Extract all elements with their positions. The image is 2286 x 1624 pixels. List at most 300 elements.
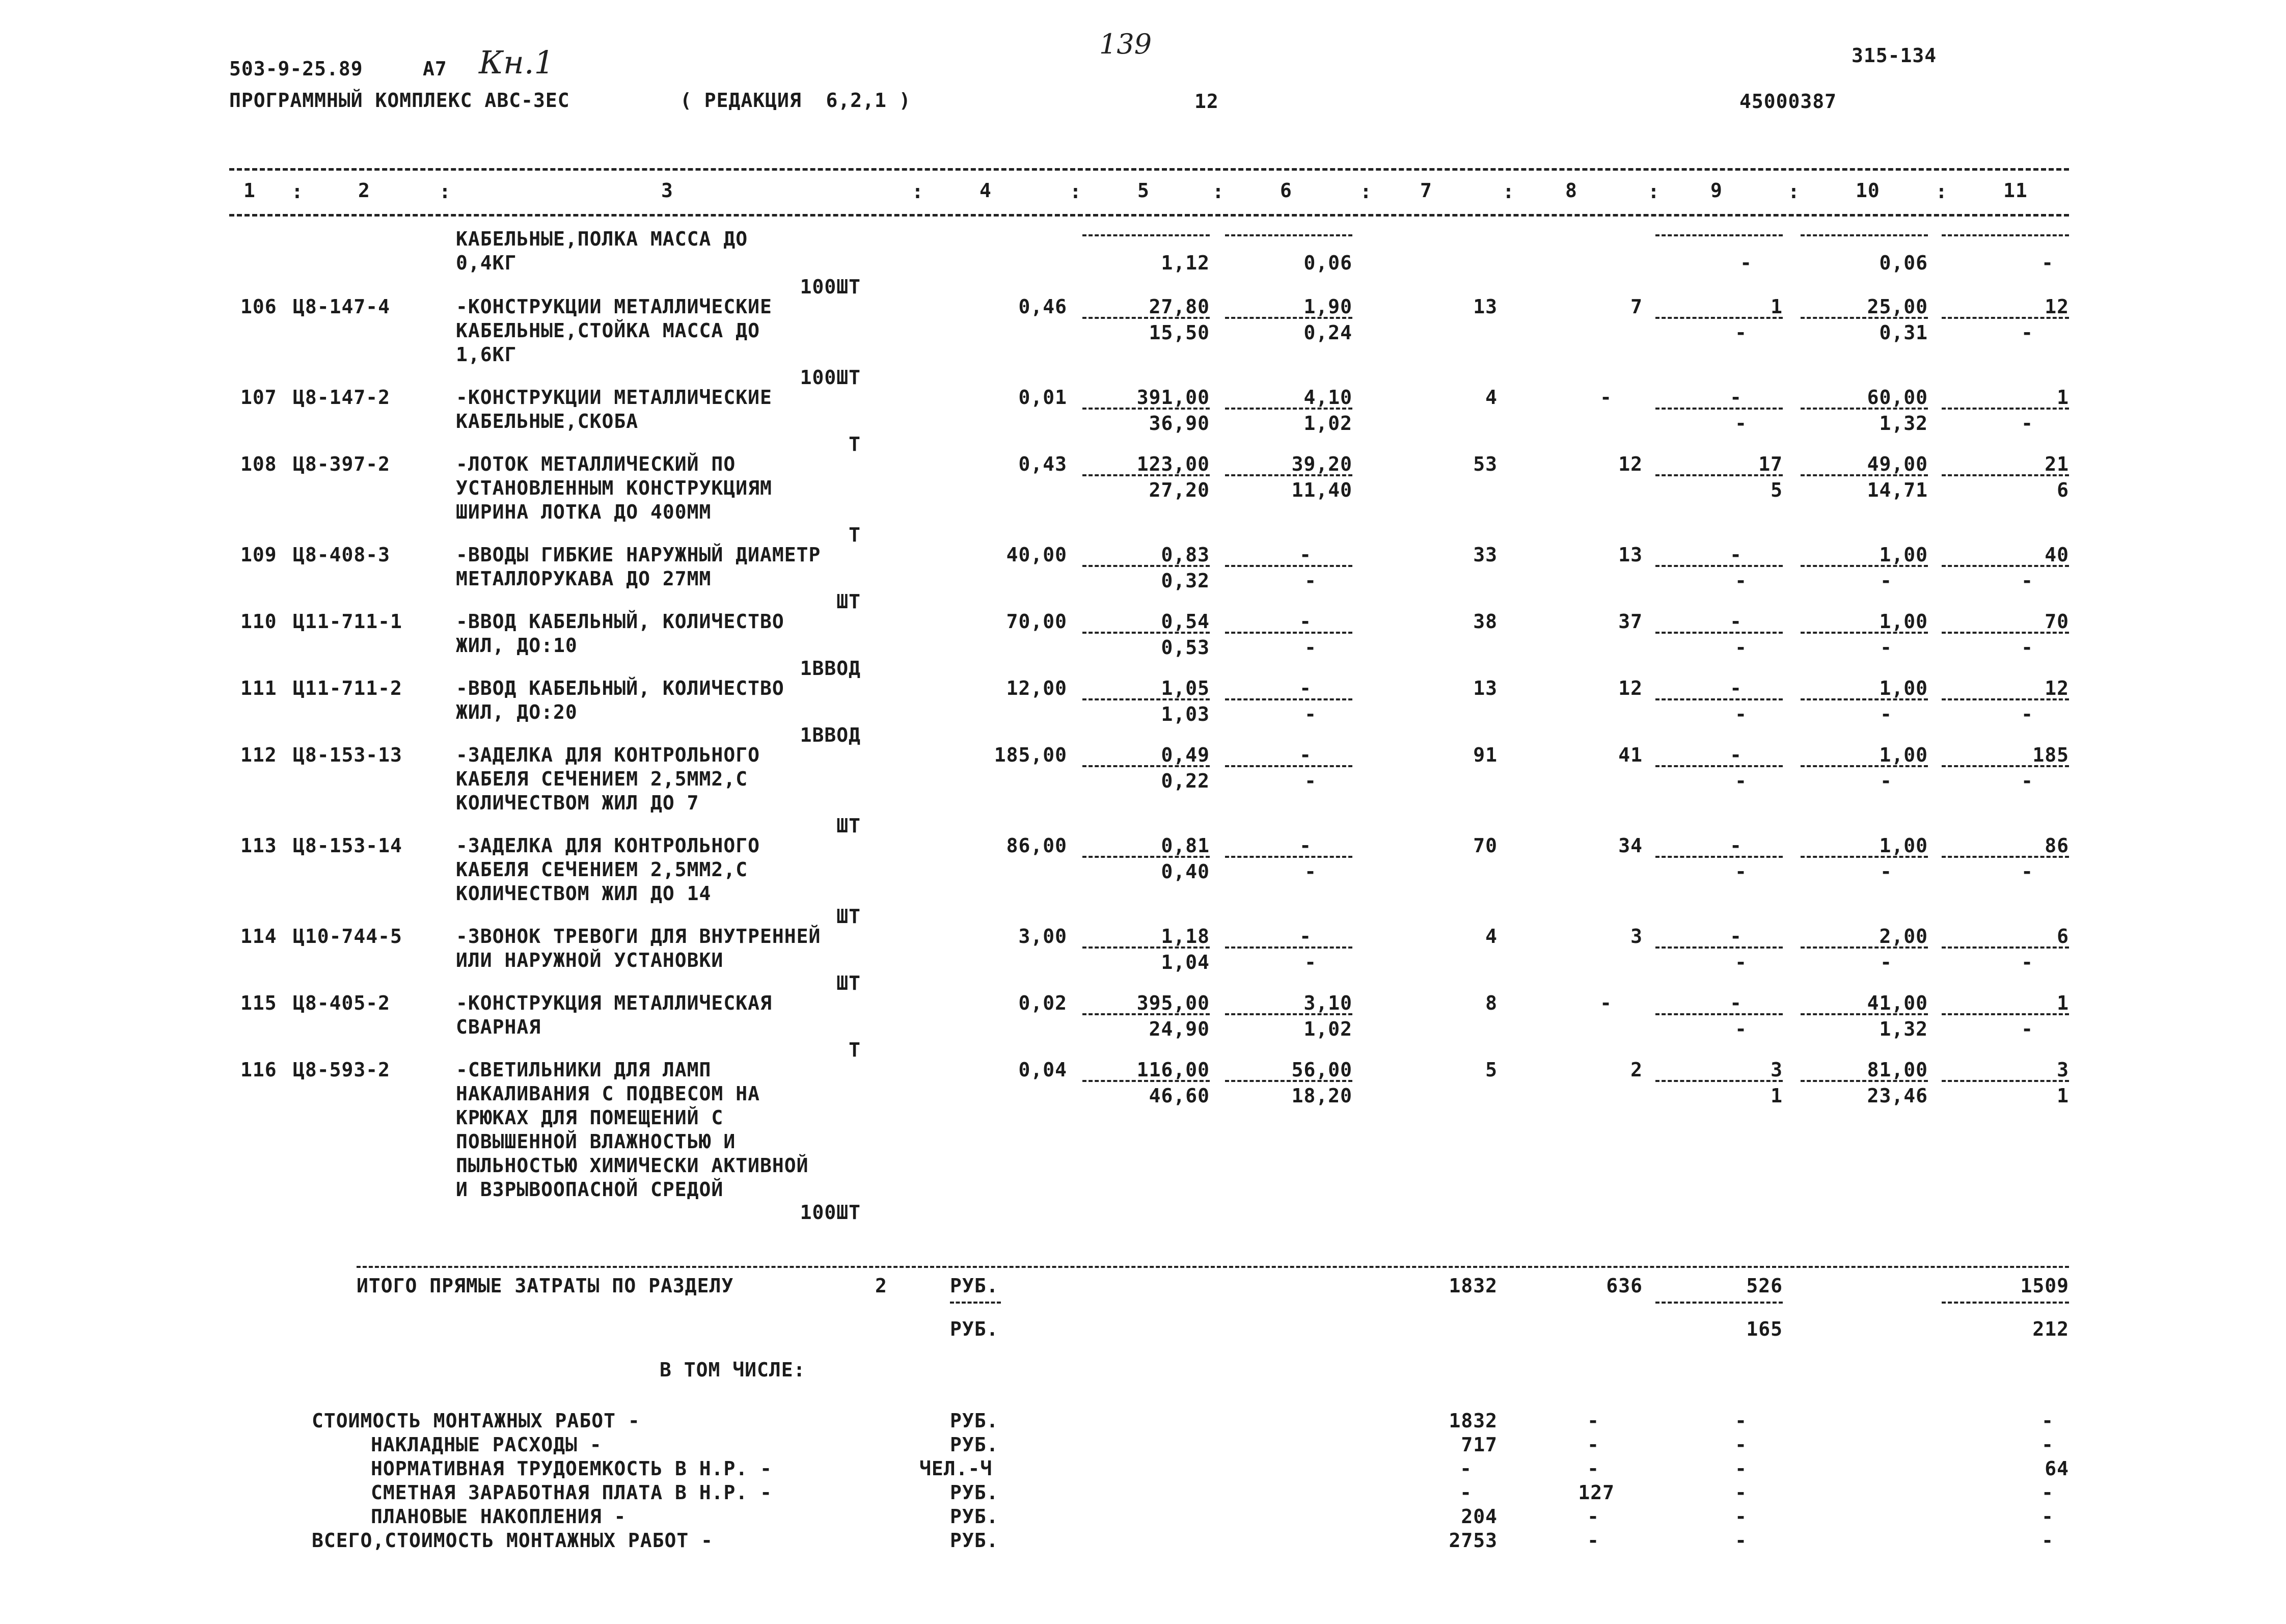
column-separator: : xyxy=(439,180,451,203)
value-qty: 0,43 xyxy=(1018,453,1067,475)
totals-c9b: 165 xyxy=(1746,1318,1783,1340)
column-separator: : xyxy=(912,180,924,203)
description-line: ПОВЫШЕННОЙ ВЛАЖНОСТЬЮ И xyxy=(456,1130,736,1153)
sub-rule xyxy=(1655,565,1783,567)
value-c11: 86 xyxy=(2045,834,2069,857)
description-line: ПЫЛЬНОСТЬЮ ХИМИЧЕСКИ АКТИВНОЙ xyxy=(456,1154,809,1177)
sub-value-c10: 14,71 xyxy=(1867,479,1928,501)
summary-c8: - xyxy=(1587,1410,1599,1432)
value-c6: - xyxy=(1299,677,1312,699)
value-c5: 123,00 xyxy=(1136,453,1210,475)
value-c8: 2 xyxy=(1630,1059,1643,1081)
row-number: 106 xyxy=(240,295,277,318)
table-top-rule xyxy=(229,168,2069,171)
value-c8: 13 xyxy=(1618,544,1643,566)
sub-value-c6: 18,20 xyxy=(1291,1085,1352,1107)
sub-value-c5: 0,40 xyxy=(1161,860,1210,883)
unit-label: ШТ xyxy=(836,590,861,613)
sub-rule xyxy=(1801,474,1928,476)
value-c5: 1,12 xyxy=(1161,252,1210,274)
doc-number: 45000387 xyxy=(1739,90,1837,113)
value-c8: 3 xyxy=(1630,925,1643,948)
sub-value-c5: 1,03 xyxy=(1161,703,1210,725)
column-number-3: 3 xyxy=(661,179,673,202)
summary-c9: - xyxy=(1735,1457,1747,1480)
sub-value-c11: 1 xyxy=(2057,1085,2069,1107)
sub-value-c5: 0,32 xyxy=(1161,570,1210,592)
description-line: -ВВОД КАБЕЛЬНЫЙ, КОЛИЧЕСТВО xyxy=(456,610,784,633)
unit-label: 1ВВОД xyxy=(800,657,861,680)
sub-rule xyxy=(1225,698,1352,700)
summary-c9: - xyxy=(1735,1433,1747,1456)
column-separator: : xyxy=(1936,180,1948,203)
sub-rule xyxy=(1942,565,2069,567)
value-c11: 3 xyxy=(2057,1059,2069,1081)
summary-c7: - xyxy=(1460,1457,1472,1480)
sub-rule xyxy=(1082,698,1210,700)
summary-c9: - xyxy=(1735,1410,1747,1432)
unit-label: ШТ xyxy=(836,905,861,928)
value-c11: 1 xyxy=(2057,992,2069,1014)
value-c11: 21 xyxy=(2045,453,2069,475)
sub-rule xyxy=(1082,856,1210,858)
sub-rule xyxy=(1082,474,1210,476)
value-c7: 5 xyxy=(1485,1059,1498,1081)
sub-rule xyxy=(1082,632,1210,634)
value-c10: 2,00 xyxy=(1879,925,1928,948)
value-qty: 40,00 xyxy=(1006,544,1067,566)
value-c7: 53 xyxy=(1473,453,1498,475)
row-code: Ц8-408-3 xyxy=(293,544,391,566)
sub-rule xyxy=(1082,946,1210,949)
summary-c7: 2753 xyxy=(1449,1529,1498,1552)
value-c5: 0,83 xyxy=(1161,544,1210,566)
value-c5: 1,05 xyxy=(1161,677,1210,699)
totals-c11: 1509 xyxy=(2020,1275,2069,1297)
album-label: А7 xyxy=(423,58,447,80)
sub-rule xyxy=(1225,1080,1352,1082)
sub-rule xyxy=(1801,765,1928,767)
summary-c8: - xyxy=(1587,1505,1599,1528)
value-c6: 4,10 xyxy=(1303,386,1352,409)
row-code: Ц8-147-2 xyxy=(293,386,391,409)
sub-value-c5: 27,20 xyxy=(1149,479,1210,501)
description-line: ЖИЛ, ДО:20 xyxy=(456,701,578,723)
page-number: 12 xyxy=(1194,90,1219,113)
sub-value-c11: - xyxy=(2021,770,2033,792)
summary-unit: РУБ. xyxy=(950,1505,999,1528)
description-line: 0,4КГ xyxy=(456,252,517,274)
sub-rule xyxy=(1082,234,1210,236)
sub-rule xyxy=(1801,234,1928,236)
sub-value-c6: - xyxy=(1304,636,1317,659)
value-c11: 1 xyxy=(2057,386,2069,409)
summary-c7: 1832 xyxy=(1449,1410,1498,1432)
value-c6: 3,10 xyxy=(1303,992,1352,1014)
sub-value-c10: - xyxy=(1880,770,1892,792)
sub-rule xyxy=(1655,1080,1783,1082)
value-c9: - xyxy=(1740,252,1752,274)
column-separator: : xyxy=(1503,180,1515,203)
summary-unit: РУБ. xyxy=(950,1433,999,1456)
column-number-5: 5 xyxy=(1137,179,1150,202)
value-c10: 1,00 xyxy=(1879,544,1928,566)
sub-value-c11: - xyxy=(2021,1018,2033,1040)
sub-rule xyxy=(1225,1013,1352,1015)
sub-value-c9: - xyxy=(1735,951,1747,973)
sub-value-c11: - xyxy=(2021,636,2033,659)
row-number: 107 xyxy=(240,386,277,409)
row-code: Ц11-711-1 xyxy=(293,610,402,633)
sub-value-c6: 11,40 xyxy=(1291,479,1352,501)
sub-rule xyxy=(1225,632,1352,634)
sub-rule xyxy=(1655,632,1783,634)
sub-value-c5: 36,90 xyxy=(1149,412,1210,435)
value-c5: 116,00 xyxy=(1136,1059,1210,1081)
summary-c7: 717 xyxy=(1461,1433,1498,1456)
value-c9: - xyxy=(1730,544,1742,566)
sub-rule xyxy=(1942,1302,2069,1304)
value-c9: 17 xyxy=(1758,453,1783,475)
sub-rule xyxy=(1655,408,1783,410)
value-c10: 60,00 xyxy=(1867,386,1928,409)
summary-label: НАКЛАДНЫЕ РАСХОДЫ - xyxy=(371,1433,602,1456)
description-line: КОЛИЧЕСТВОМ ЖИЛ ДО 14 xyxy=(456,882,712,905)
totals-c9: 526 xyxy=(1746,1275,1783,1297)
description-line: -КОНСТРУКЦИИ МЕТАЛЛИЧЕСКИЕ xyxy=(456,295,772,318)
row-code: Ц8-405-2 xyxy=(293,992,391,1014)
unit-label: 1ВВОД xyxy=(800,724,861,746)
value-c10: 1,00 xyxy=(1879,834,1928,857)
value-c9: 3 xyxy=(1771,1059,1783,1081)
sub-rule xyxy=(1801,565,1928,567)
value-c6: - xyxy=(1299,925,1312,948)
unit-label: Т xyxy=(849,524,861,546)
value-c8: - xyxy=(1600,386,1612,409)
summary-unit: РУБ. xyxy=(950,1529,999,1552)
sub-rule xyxy=(1225,474,1352,476)
value-c7: 38 xyxy=(1473,610,1498,633)
value-c8: 34 xyxy=(1618,834,1643,857)
program-title: ПРОГРАММНЫЙ КОМПЛЕКС АВС-3ЕС xyxy=(229,89,570,112)
sub-rule xyxy=(1082,565,1210,567)
summary-c8: 127 xyxy=(1578,1481,1615,1504)
totals-label: ИТОГО ПРЯМЫЕ ЗАТРАТЫ ПО РАЗДЕЛУ xyxy=(357,1275,734,1297)
description-line: -ЗАДЕЛКА ДЛЯ КОНТРОЛЬНОГО xyxy=(456,744,760,766)
description-line: СВАРНАЯ xyxy=(456,1016,541,1038)
value-c11: 12 xyxy=(2045,677,2069,699)
sub-rule xyxy=(1655,234,1783,236)
sub-rule xyxy=(1942,234,2069,236)
sub-value-c9: - xyxy=(1735,321,1747,344)
sub-value-c6: - xyxy=(1304,770,1317,792)
sub-value-c9: - xyxy=(1735,1018,1747,1040)
description-line: 1,6КГ xyxy=(456,343,517,366)
description-line: -КОНСТРУКЦИЯ МЕТАЛЛИЧЕСКАЯ xyxy=(456,992,772,1014)
value-c6: 56,00 xyxy=(1291,1059,1352,1081)
sub-value-c5: 1,04 xyxy=(1161,951,1210,973)
page-handwritten: 139 xyxy=(1099,28,1152,60)
summary-c11: - xyxy=(2042,1481,2054,1504)
sub-value-c10: 1,32 xyxy=(1879,412,1928,435)
row-code: Ц11-711-2 xyxy=(293,677,402,699)
sub-value-c10: - xyxy=(1880,636,1892,659)
book-handwritten: Кн.1 xyxy=(479,44,554,81)
sub-rule xyxy=(1942,1080,2069,1082)
description-line: ЖИЛ, ДО:10 xyxy=(456,634,578,657)
value-c9: - xyxy=(1730,610,1742,633)
value-qty: 86,00 xyxy=(1006,834,1067,857)
sub-rule xyxy=(1655,946,1783,949)
column-number-1: 1 xyxy=(243,179,256,202)
unit-label: Т xyxy=(849,433,861,455)
summary-c9: - xyxy=(1735,1481,1747,1504)
summary-c11: - xyxy=(2042,1433,2054,1456)
value-c10: 0,06 xyxy=(1879,252,1928,274)
row-code: Ц8-147-4 xyxy=(293,295,391,318)
row-number: 115 xyxy=(240,992,277,1014)
row-number: 108 xyxy=(240,453,277,475)
value-c7: 13 xyxy=(1473,677,1498,699)
sub-rule xyxy=(1225,565,1352,567)
value-c5: 0,54 xyxy=(1161,610,1210,633)
column-separator: : xyxy=(1788,180,1800,203)
value-c10: 25,00 xyxy=(1867,295,1928,318)
sub-value-c11: - xyxy=(2021,951,2033,973)
sub-value-c10: - xyxy=(1880,570,1892,592)
summary-c8: - xyxy=(1587,1433,1599,1456)
sub-value-c11: - xyxy=(2021,412,2033,435)
sub-rule xyxy=(1942,856,2069,858)
value-c11: 12 xyxy=(2045,295,2069,318)
column-number-10: 10 xyxy=(1856,179,1880,202)
description-line: КАБЕЛЬНЫЕ,ПОЛКА МАССА ДО xyxy=(456,228,748,250)
sub-value-c9: - xyxy=(1735,570,1747,592)
value-c10: 1,00 xyxy=(1879,610,1928,633)
value-c8: 7 xyxy=(1630,295,1643,318)
value-c7: 70 xyxy=(1473,834,1498,857)
summary-label: СМЕТНАЯ ЗАРАБОТНАЯ ПЛАТА В Н.Р. - xyxy=(371,1481,772,1504)
column-number-11: 11 xyxy=(2003,179,2028,202)
value-c6: - xyxy=(1299,834,1312,857)
sub-rule xyxy=(1655,474,1783,476)
sub-value-c9: - xyxy=(1735,770,1747,792)
sub-value-c6: 1,02 xyxy=(1303,1018,1352,1040)
value-c9: - xyxy=(1730,386,1742,409)
row-code: Ц8-397-2 xyxy=(293,453,391,475)
totals-section: 2 xyxy=(875,1275,887,1297)
sub-value-c10: 0,31 xyxy=(1879,321,1928,344)
unit-label: ШТ xyxy=(836,972,861,994)
value-c5: 395,00 xyxy=(1136,992,1210,1014)
description-line: КОЛИЧЕСТВОМ ЖИЛ ДО 7 xyxy=(456,792,699,814)
column-number-2: 2 xyxy=(358,179,370,202)
value-c7: 13 xyxy=(1473,295,1498,318)
description-line: КАБЕЛЯ СЕЧЕНИЕМ 2,5ММ2,С xyxy=(456,858,748,881)
summary-c11: - xyxy=(2042,1505,2054,1528)
value-qty: 0,46 xyxy=(1018,295,1067,318)
sub-rule xyxy=(1082,765,1210,767)
row-code: Ц8-593-2 xyxy=(293,1059,391,1081)
column-number-7: 7 xyxy=(1420,179,1432,202)
sub-value-c9: 5 xyxy=(1771,479,1783,501)
summary-c11: - xyxy=(2042,1529,2054,1552)
description-line: -КОНСТРУКЦИИ МЕТАЛЛИЧЕСКИЕ xyxy=(456,386,772,409)
sub-value-c6: - xyxy=(1304,860,1317,883)
value-qty: 70,00 xyxy=(1006,610,1067,633)
value-c10: 1,00 xyxy=(1879,744,1928,766)
sub-value-c5: 0,22 xyxy=(1161,770,1210,792)
sub-value-c10: - xyxy=(1880,951,1892,973)
summary-c8: - xyxy=(1587,1457,1599,1480)
row-number: 110 xyxy=(240,610,277,633)
row-code: Ц8-153-13 xyxy=(293,744,402,766)
description-line: ИЛИ НАРУЖНОЙ УСТАНОВКИ xyxy=(456,949,724,971)
sub-rule xyxy=(1225,234,1352,236)
value-c11: 70 xyxy=(2045,610,2069,633)
sheet-id: 315-134 xyxy=(1852,44,1937,67)
summary-label: НОРМАТИВНАЯ ТРУДОЕМКОСТЬ В Н.Р. - xyxy=(371,1457,772,1480)
sub-rule xyxy=(1942,1013,2069,1015)
sub-rule xyxy=(1942,765,2069,767)
sub-rule xyxy=(1801,856,1928,858)
value-c9: - xyxy=(1730,744,1742,766)
totals-c7: 1832 xyxy=(1449,1275,1498,1297)
value-c8: 12 xyxy=(1618,677,1643,699)
totals-unit-2: РУБ. xyxy=(950,1318,999,1340)
sub-rule xyxy=(1942,474,2069,476)
sub-value-c11: - xyxy=(2021,703,2033,725)
description-line: УСТАНОВЛЕННЫМ КОНСТРУКЦИЯМ xyxy=(456,477,772,499)
value-c11: 6 xyxy=(2057,925,2069,948)
value-qty: 0,02 xyxy=(1018,992,1067,1014)
sub-rule xyxy=(1801,317,1928,319)
sub-rule xyxy=(1655,1013,1783,1015)
row-number: 109 xyxy=(240,544,277,566)
description-line: -СВЕТИЛЬНИКИ ДЛЯ ЛАМП xyxy=(456,1059,712,1081)
column-number-4: 4 xyxy=(979,179,992,202)
value-c8: 41 xyxy=(1618,744,1643,766)
value-c6: 1,90 xyxy=(1303,295,1352,318)
sub-rule xyxy=(1801,408,1928,410)
sub-rule xyxy=(1655,765,1783,767)
totals-unit: РУБ. xyxy=(950,1275,999,1297)
sub-value-c9: - xyxy=(1735,860,1747,883)
column-separator: : xyxy=(1648,180,1660,203)
value-c5: 0,49 xyxy=(1161,744,1210,766)
sub-value-c11: - xyxy=(2021,321,2033,344)
unit-label: 100ШТ xyxy=(800,1201,861,1224)
value-c9: - xyxy=(1730,992,1742,1014)
sub-value-c11: - xyxy=(2021,570,2033,592)
value-qty: 3,00 xyxy=(1018,925,1067,948)
summary-unit: РУБ. xyxy=(950,1481,999,1504)
description-line: НАКАЛИВАНИЯ С ПОДВЕСОМ НА xyxy=(456,1082,760,1105)
summary-label: СТОИМОСТЬ МОНТАЖНЫХ РАБОТ - xyxy=(312,1410,640,1432)
sub-rule xyxy=(1655,1302,1783,1304)
value-c6: 0,06 xyxy=(1303,252,1352,274)
sub-value-c9: - xyxy=(1735,703,1747,725)
value-c8: 12 xyxy=(1618,453,1643,475)
sub-value-c6: 0,24 xyxy=(1303,321,1352,344)
value-c5: 391,00 xyxy=(1136,386,1210,409)
summary-c7: 204 xyxy=(1461,1505,1498,1528)
totals-c8: 636 xyxy=(1606,1275,1643,1297)
value-c5: 1,18 xyxy=(1161,925,1210,948)
value-c5: 27,80 xyxy=(1149,295,1210,318)
value-c9: - xyxy=(1730,677,1742,699)
summary-unit: РУБ. xyxy=(950,1410,999,1432)
value-c9: - xyxy=(1730,834,1742,857)
sub-rule xyxy=(1801,1080,1928,1082)
summary-c7: - xyxy=(1460,1481,1472,1504)
value-c11: - xyxy=(2042,252,2054,274)
unit-label: 100ШТ xyxy=(800,276,861,298)
summary-c11: 64 xyxy=(2045,1457,2069,1480)
value-c10: 1,00 xyxy=(1879,677,1928,699)
sub-rule xyxy=(1082,1013,1210,1015)
sub-value-c5: 24,90 xyxy=(1149,1018,1210,1040)
description-line: -ВВОДЫ ГИБКИЕ НАРУЖНЫЙ ДИАМЕТР xyxy=(456,544,821,566)
value-c9: 1 xyxy=(1771,295,1783,318)
sub-value-c9: 1 xyxy=(1771,1085,1783,1107)
edition: ( РЕДАКЦИЯ 6,2,1 ) xyxy=(680,89,911,112)
value-c7: 4 xyxy=(1485,925,1498,948)
value-c7: 4 xyxy=(1485,386,1498,409)
column-separator: : xyxy=(1212,180,1224,203)
value-c9: - xyxy=(1730,925,1742,948)
summary-c9: - xyxy=(1735,1505,1747,1528)
row-number: 112 xyxy=(240,744,277,766)
sub-value-c6: - xyxy=(1304,570,1317,592)
value-c8: - xyxy=(1600,992,1612,1014)
sub-rule xyxy=(1225,765,1352,767)
value-c6: - xyxy=(1299,610,1312,633)
description-line: -ЗАДЕЛКА ДЛЯ КОНТРОЛЬНОГО xyxy=(456,834,760,857)
description-line: КАБЕЛЯ СЕЧЕНИЕМ 2,5ММ2,С xyxy=(456,768,748,790)
description-line: ШИРИНА ЛОТКА ДО 400ММ xyxy=(456,501,712,523)
sub-rule xyxy=(1655,856,1783,858)
column-number-8: 8 xyxy=(1565,179,1577,202)
column-separator: : xyxy=(291,180,304,203)
sub-value-c11: - xyxy=(2021,860,2033,883)
description-line: КАБЕЛЬНЫЕ,СКОБА xyxy=(456,410,639,432)
value-c10: 81,00 xyxy=(1867,1059,1928,1081)
sub-rule xyxy=(1801,632,1928,634)
summary-label: ПЛАНОВЫЕ НАКОПЛЕНИЯ - xyxy=(371,1505,627,1528)
sub-rule xyxy=(1942,698,2069,700)
value-c11: 40 xyxy=(2045,544,2069,566)
value-c10: 41,00 xyxy=(1867,992,1928,1014)
value-c7: 8 xyxy=(1485,992,1498,1014)
sub-rule xyxy=(1801,1013,1928,1015)
sub-value-c6: - xyxy=(1304,951,1317,973)
row-number: 113 xyxy=(240,834,277,857)
sub-value-c5: 15,50 xyxy=(1149,321,1210,344)
sub-rule xyxy=(1225,856,1352,858)
column-separator: : xyxy=(1360,180,1372,203)
value-qty: 12,00 xyxy=(1006,677,1067,699)
header-bottom-rule xyxy=(229,214,2069,216)
sub-rule xyxy=(1225,946,1352,949)
description-line: КРЮКАХ ДЛЯ ПОМЕЩЕНИЙ С xyxy=(456,1106,724,1129)
sub-rule xyxy=(1942,632,2069,634)
sub-value-c10: 1,32 xyxy=(1879,1018,1928,1040)
value-qty: 185,00 xyxy=(994,744,1067,766)
row-number: 111 xyxy=(240,677,277,699)
value-c5: 0,81 xyxy=(1161,834,1210,857)
sub-rule xyxy=(1655,317,1783,319)
